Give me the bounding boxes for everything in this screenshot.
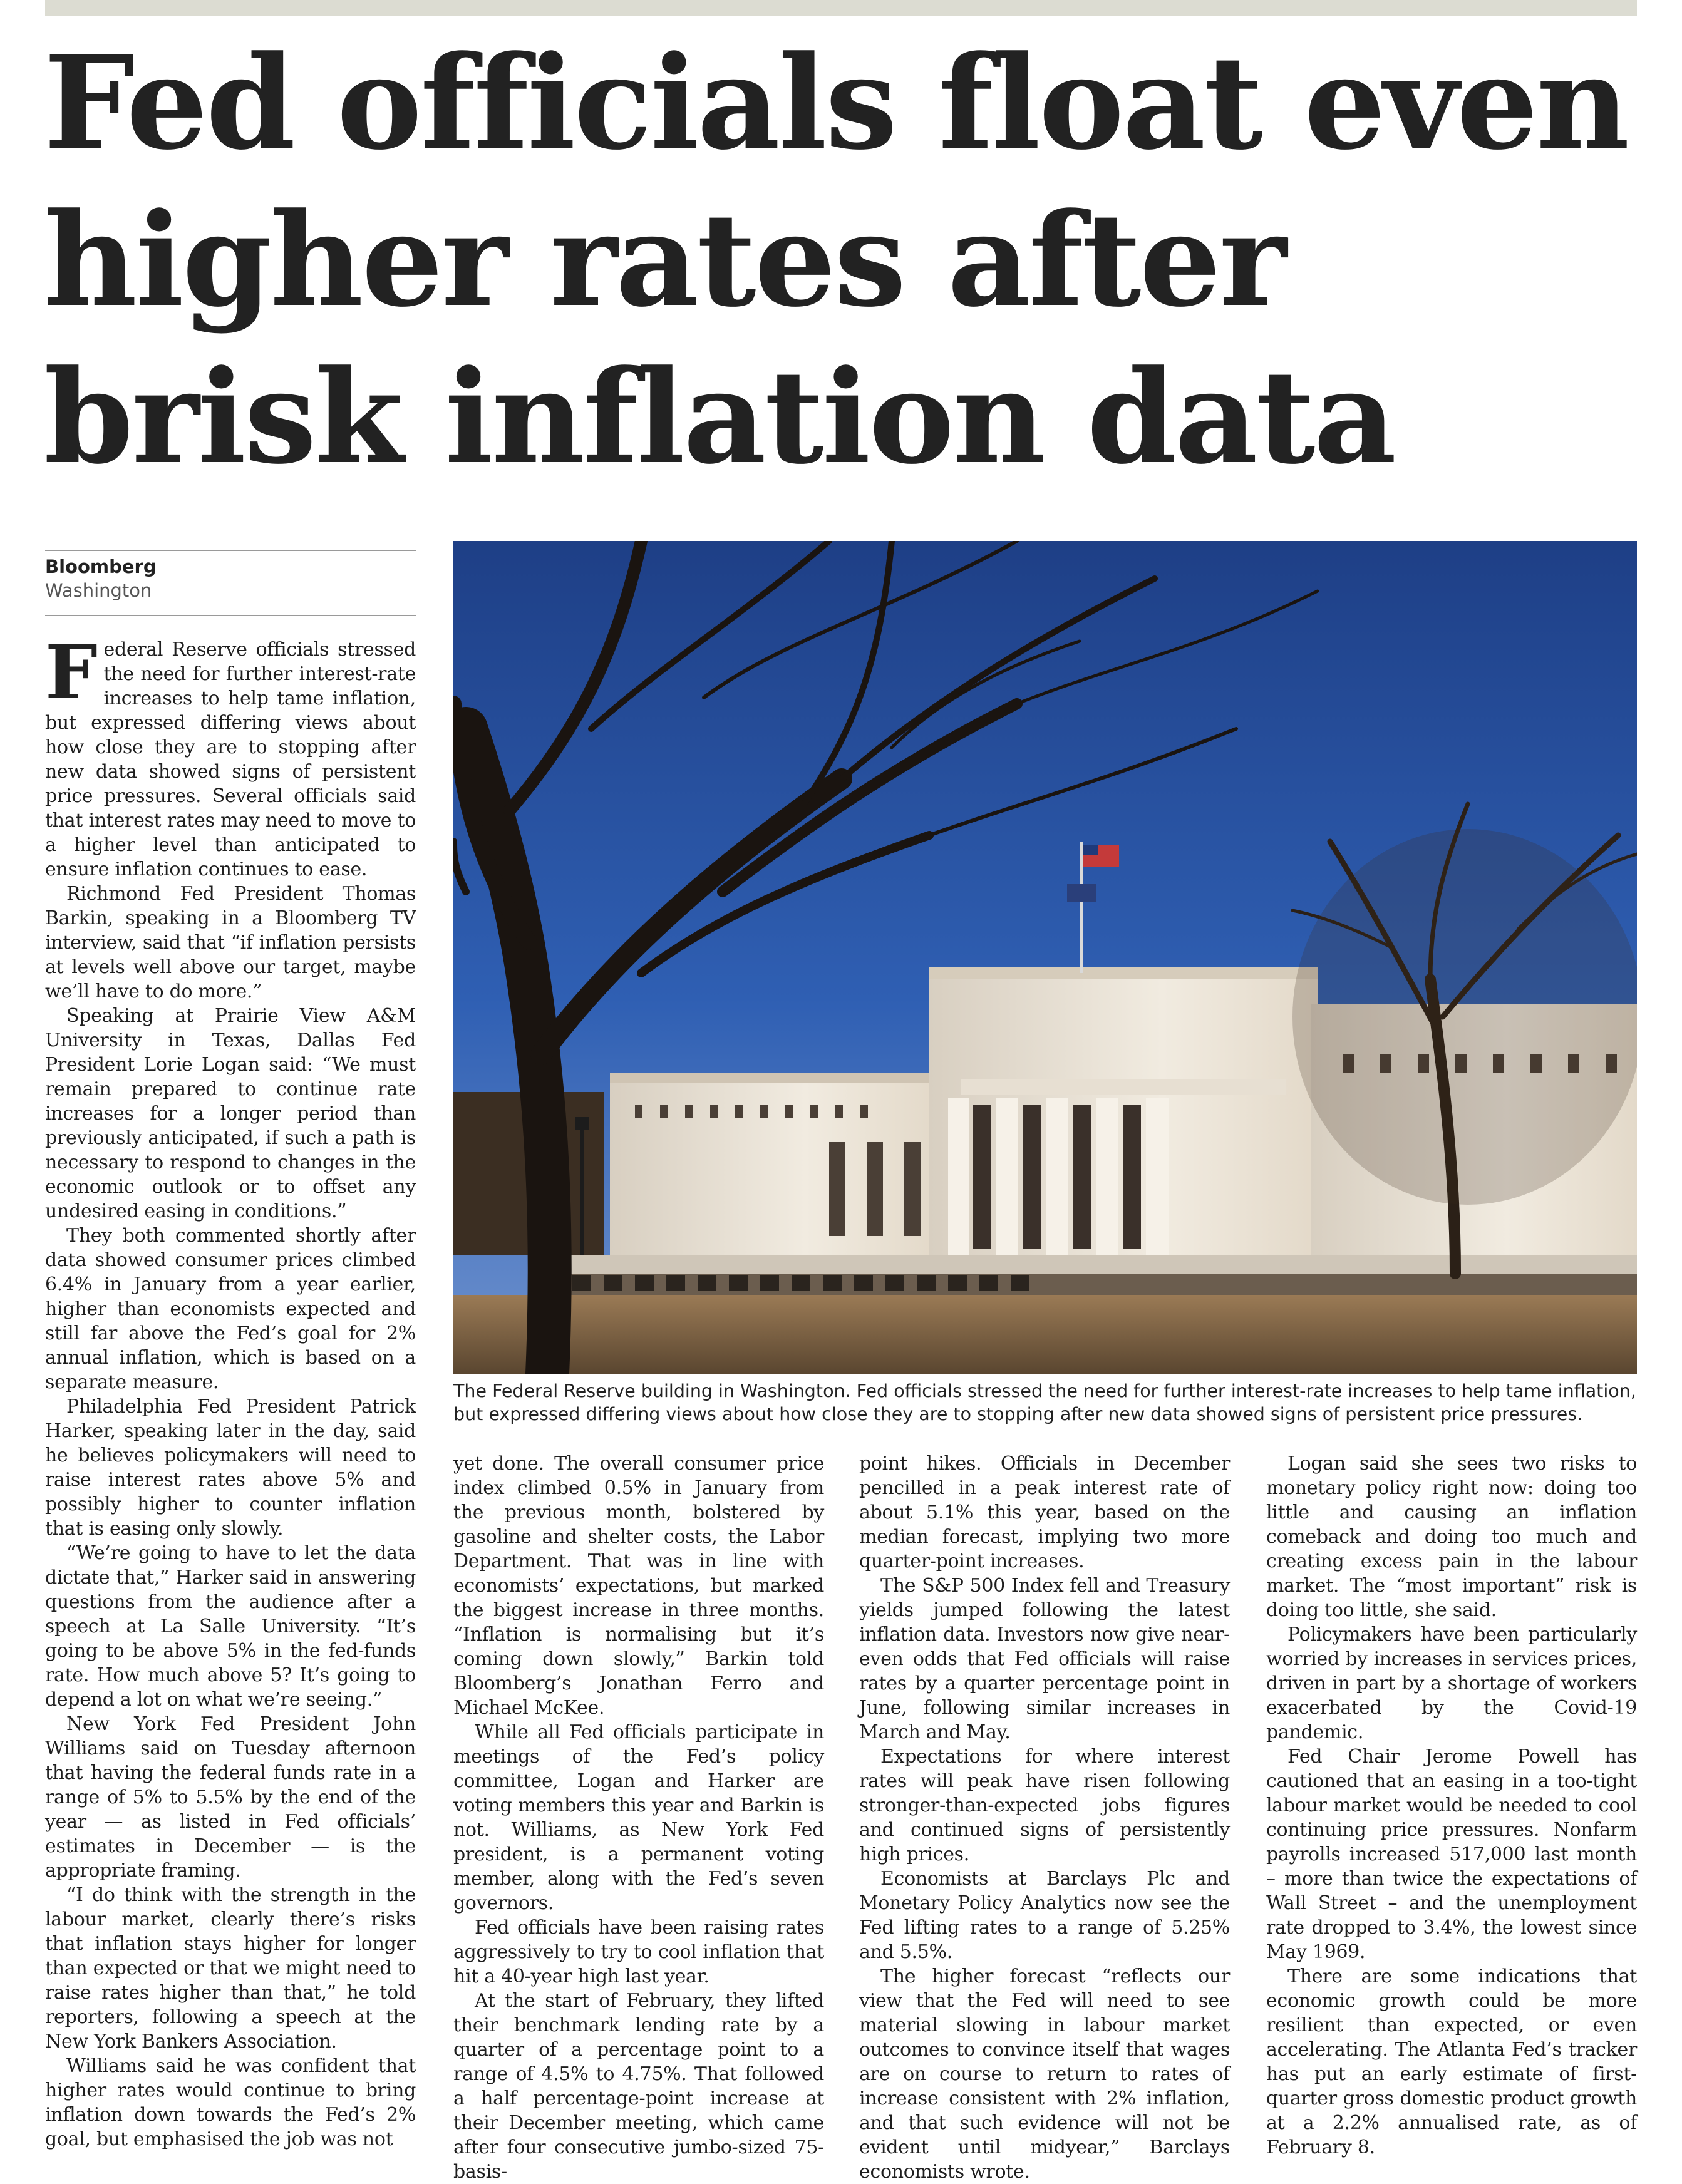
article-paragraph: “We’re going to have to let the data dictate that,” Harker said in answering questions from the audience after a speech at La Salle University. “It’s going to be above 5% in the fed-funds rate. How much above 5? It’s going to depend a lot on what we’re seeing.” [45,1542,416,1711]
article-paragraph: At the start of February, they lifted their benchmark lending rate by a quarter of a percentage point to a range of 4.5% to 4.75%. That followed a half percentage-point increase at their December meeting, which came after four consecutive jumbo-sized 75-basis- [453,1990,824,2183]
article-paragraph: Richmond Fed President Thomas Barkin, speaking in a Bloomberg TV interview, said that “if inflation persists at levels well above our target, maybe we’ll have to do more.” [45,883,416,1002]
photo-caption [453,1379,1637,1426]
article-column-1 [45,629,416,2151]
article-paragraph: Logan said she sees two risks to monetary policy right now: doing too little and causing an inflation comeback and doing too much and creating excess pain in the labour market. The “most important” risk is doing too little, she said. [1266,1453,1637,1621]
top-color-bar [45,0,1637,16]
article-column-4 [1266,1451,1637,2160]
article-paragraph: Speaking at Prairie View A&M University in Texas, Dallas Fed President Lorie Logan said: “We must remain prepared to continue rate increases for a longer period than previously anticipated, if such a path is necessary to respond to changes in the economic outlook or to offset any undesired easing in conditions.” [45,1005,416,1222]
article-paragraph: Expectations for where interest rates will peak have risen following stronger-than-expected jobs figures and continued signs of persistently high prices. [859,1746,1230,1865]
byline-location: Washington [45,580,152,601]
article-paragraph: New York Fed President John Williams said on Tuesday afternoon that having the federal funds rate in a range of 5% to 5.5% by the end of the year — as listed in Fed officials’ estimates in December — is the appropriate framing. [45,1713,416,1882]
byline-source: Bloomberg [45,556,157,577]
article-column-2 [453,1451,824,2184]
article-paragraph: Fed Chair Jerome Powell has cautioned that an easing in a too-tight labour market would be needed to cool continuing price pressures. Nonfarm payrolls increased 517,000 last month – more than twice the expectations of Wall Street – and the unemployment rate dropped to 3.4%, the lowest since May 1969. [1266,1746,1637,1963]
headline-line-1: Fed officials float even [44,28,1628,178]
headline-line-3: brisk inflation data [44,343,1395,493]
article-paragraph: Williams said he was confident that higher rates would continue to bring inflation down towards the Fed’s 2% goal, but emphasised the job was not [45,2055,416,2150]
federal-reserve-building-photo [453,541,1637,1374]
article-paragraph: “I do think with the strength in the labour market, clearly there’s risks that inflation stays higher for longer than expected or that we might need to raise rates higher than that,” he told reporters, following a speech at the New York Bankers Association. [45,1884,416,2053]
article-paragraph: Philadelphia Fed President Patrick Harker, speaking later in the day, said he believes policymakers will need to raise interest rates above 5% and possibly higher to counter inflation that is easing only slowly. [45,1396,416,1540]
article-paragraph: While all Fed officials participate in meetings of the Fed’s policy committee, Logan and Harker are voting members this year and Barkin is not. Williams, as New York Fed president, is a permanent voting member, along with the Fed’s seven governors. [453,1721,824,1914]
headline-line-2: higher rates after [44,185,1285,336]
article-paragraph: They both commented shortly after data showed consumer prices climbed 6.4% in January from a year earlier, higher than economists expected and still far above the Fed’s goal for 2% annual inflation, which is based on a separate measure. [45,1225,416,1393]
caption-line-1: The Federal Reserve building in Washington. Fed officials stressed the need for further interest-rate increases to help tame inflation, [453,1381,1636,1401]
article-paragraph: Federal Reserve officials stressed the need for further interest-rate increases to help tame inflation, but expressed differing views about how close they are to stopping after new data showed signs of persistent price pressures. Several officials said that interest rates may need to move to a higher level than anticipated to ensure inflation continues to ease. [45,629,416,880]
headline [44,25,1647,497]
article-paragraph: There are some indications that economic growth could be more resilient than expected, or even accelerating. The Atlanta Fed’s tracker has put an early estimate of first-quarter gross domestic product growth at a 2.2% annualised rate, as of February 8. [1266,1965,1637,2158]
drop-cap: F [45,629,98,716]
article-column-3 [859,1451,1230,2184]
caption-line-2: but expressed differing views about how close they are to stopping after new data showed signs of persistent price pressures. [453,1404,1583,1424]
article-paragraph: point hikes. Officials in December pencilled in a peak interest rate of about 5.1% this year, based on the median forecast, implying two more quarter-point increases. [859,1453,1230,1572]
article-paragraph: yet done. The overall consumer price index climbed 0.5% in January from the previous month, bolstered by gasoline and shelter costs, the Labor Department. That was in line with economists’ expectations, but marked the biggest increase in three months. “Inflation is normalising but it’s coming down slowly,” Barkin told Bloomberg’s Jonathan Ferro and Michael McKee. [453,1453,824,1719]
article-paragraph: Fed officials have been raising rates aggressively to try to cool inflation that hit a 40-year high last year. [453,1917,824,1987]
byline-bottom-rule [45,615,416,616]
article-paragraph: The S&P 500 Index fell and Treasury yields jumped following the latest inflation data. Investors now give near-even odds that Fed officials will raise rates by a quarter percentage point in June, following similar increases in March and May. [859,1575,1230,1743]
article-paragraph: Economists at Barclays Plc and Monetary Policy Analytics now see the Fed lifting rates to a range of 5.25% and 5.5%. [859,1868,1230,1963]
byline-top-rule [45,550,416,551]
article-paragraph: Policymakers have been particularly worried by increases in services prices, driven in part by a shortage of workers exacerbated by the Covid-19 pandemic. [1266,1624,1637,1743]
article-paragraph: The higher forecast “reflects our view that the Fed will need to see material slowing in labour market outcomes to convince itself that wages are on course to return to rates of increase consistent with 2% inflation, and that such evidence will not be evident until midyear,” Barclays economists wrote. [859,1965,1230,2183]
